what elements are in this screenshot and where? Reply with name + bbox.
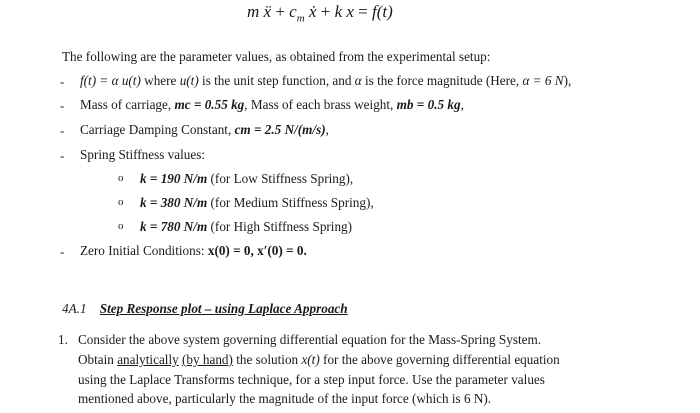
dash-bullet: -: [60, 148, 65, 163]
question-number: 1.: [58, 332, 68, 347]
eq-f: f(t): [372, 2, 393, 21]
question-line-2: [78, 351, 560, 369]
dash-bullet: -: [60, 123, 65, 138]
solution-x: x(t): [301, 352, 320, 367]
cm-value: cm = 2.5 N/(m/s): [234, 122, 326, 137]
by-hand: (by hand): [182, 352, 233, 367]
question-line-1: Consider the above system governing differential equation for the Mass-Spring System.: [78, 332, 542, 347]
section-heading: [62, 300, 348, 318]
mass-text-3: ,: [460, 97, 464, 112]
dash-bullet: -: [60, 98, 65, 113]
eq-cm: c: [289, 2, 297, 21]
mass-text-2: , Mass of each brass weight,: [244, 97, 397, 112]
unit-step: u(t): [179, 73, 199, 88]
k-medium-text: (for Medium Stiffness Spring),: [207, 195, 374, 210]
force-eq: f(t) = α u(t): [80, 73, 141, 88]
intro-text: The following are the parameter values, as obtained from the experimental setup:: [62, 49, 491, 64]
initial-values: x(0) = 0, x′(0) = 0.: [207, 243, 307, 258]
circle-bullet: o: [118, 220, 124, 232]
mb-value: mb = 0.5 kg: [396, 97, 461, 112]
eq-k: k: [334, 2, 343, 21]
alpha: α: [354, 73, 362, 88]
k-low-text: (for Low Stiffness Spring),: [207, 171, 354, 186]
circle-bullet: o: [118, 172, 124, 184]
spring-item-medium: [140, 194, 374, 212]
eq-x: x: [346, 2, 354, 21]
damping-item: [80, 121, 329, 139]
eq-cm-sub: m: [296, 12, 305, 25]
mc-value: mc = 0.55 kg: [174, 97, 245, 112]
governing-equation: [247, 3, 393, 27]
k-high: k = 780 N/m: [140, 219, 208, 234]
analytically: analytically: [117, 352, 179, 367]
eq-xd: ẋ: [308, 2, 317, 21]
section-number: 4A.1: [62, 301, 87, 316]
q2-c: the solution: [232, 352, 302, 367]
damping-text-2: ,: [325, 122, 329, 137]
force-item: [80, 72, 571, 90]
damping-text-1: Carriage Damping Constant,: [80, 122, 235, 137]
mass-item: [80, 96, 464, 114]
initial-text: Zero Initial Conditions:: [80, 243, 208, 258]
eq-xdd: ẍ: [263, 2, 272, 21]
circle-bullet: o: [118, 196, 124, 208]
k-high-text: (for High Stiffness Spring): [207, 219, 353, 234]
k-low: k = 190 N/m: [140, 171, 208, 186]
spring-item-low: [140, 170, 353, 188]
alpha-value: α = 6 N: [522, 73, 564, 88]
force-text-1: where: [140, 73, 180, 88]
force-text-2: is the unit step function, and: [198, 73, 355, 88]
q2-a: Obtain: [78, 352, 118, 367]
q2-d: for the above governing differential equation: [319, 352, 560, 367]
section-title: Step Response plot – using Laplace Approach: [99, 301, 348, 316]
spring-item-high: [140, 218, 352, 236]
spring-header: Spring Stiffness values:: [80, 147, 206, 162]
eq-equals: =: [358, 2, 368, 21]
question-line-4: mentioned above, particularly the magnitude of the input force (which is 6 N).: [78, 391, 492, 406]
eq-m: m: [247, 2, 260, 21]
question-line-3: using the Laplace Transforms technique, for a step input force. Use the parameter values: [78, 372, 545, 387]
dash-bullet: -: [60, 74, 65, 89]
mass-text-1: Mass of carriage,: [80, 97, 175, 112]
eq-plus-2: +: [320, 2, 331, 21]
force-text-4: ),: [563, 73, 572, 88]
k-medium: k = 380 N/m: [140, 195, 208, 210]
dash-bullet: -: [60, 244, 65, 259]
force-text-3: is the force magnitude (Here,: [361, 73, 523, 88]
initial-conditions: [80, 242, 307, 260]
eq-plus-1: +: [275, 2, 285, 21]
